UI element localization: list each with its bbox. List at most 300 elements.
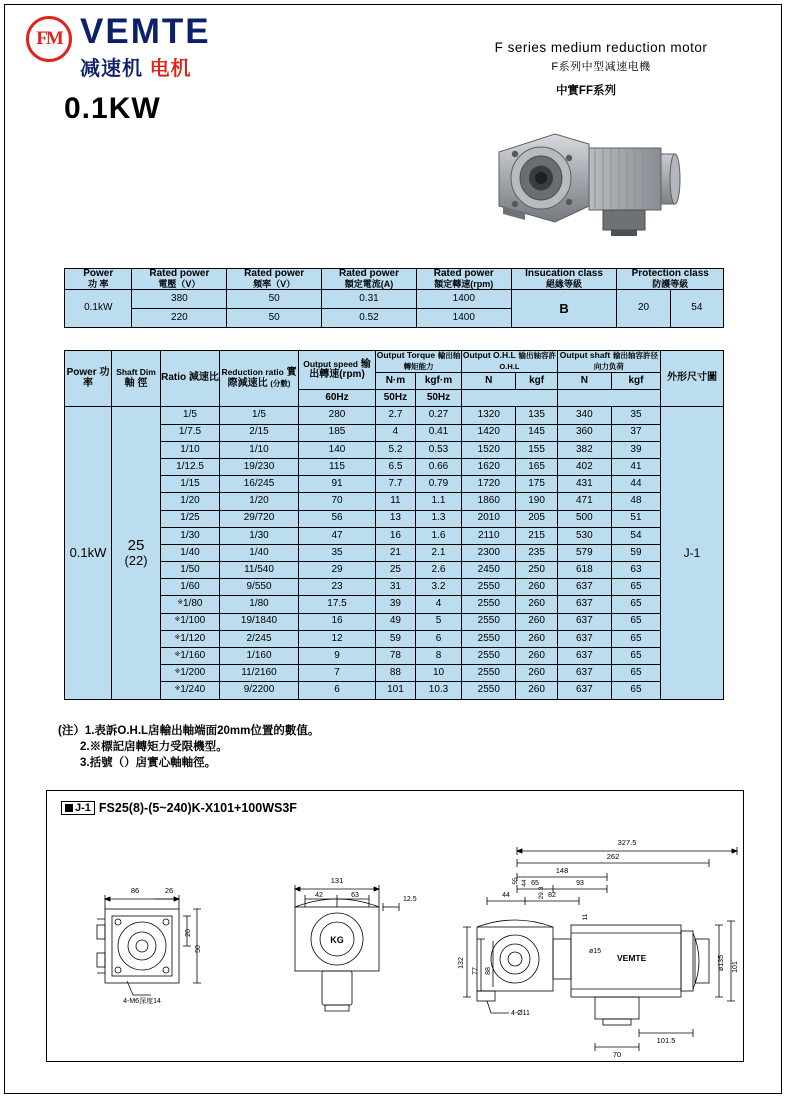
table-row [65,665,724,682]
cell-shaft-n: 637 [557,648,611,665]
cell-shaft-n: 637 [557,665,611,682]
cell-shaft-n: 360 [557,424,611,441]
cell-nm: 88 [376,665,416,682]
table-row [65,562,724,579]
hole-note-2: 4-Ø11 [511,1010,530,1017]
th-output-speed-en: Output speed [303,358,358,369]
brand-name: VEMTE [80,12,211,51]
drawing-tag [61,801,95,815]
cell-shaft-kgf: 35 [611,407,660,424]
cell-nm: 59 [376,630,416,647]
cell-insulation: B [511,289,617,327]
dim-262: 262 [606,852,620,861]
cell-ohl-n: 2550 [462,665,516,682]
cell-speed: 185 [299,424,376,441]
dim-d15: ø15 [589,948,602,955]
th-unit-shaft-n: N [557,373,611,390]
cell-kgfm: 2.1 [415,544,461,561]
footnote-3: 3.括號（）扂實心軸軸徑。 [80,757,217,769]
label-kg: KG [330,935,344,945]
cell-power-value: 0.1kW [65,407,112,699]
cell-ratio-text: 1/80 [182,598,203,610]
cell-speed: 91 [299,476,376,493]
cell-kgfm: 0.79 [415,476,461,493]
cell-shaft-kgf: 63 [611,562,660,579]
cell-ratio: 1/25 [161,510,220,527]
cell-ratio: 1/40 [161,544,220,561]
cell-ratio: 1/7.5 [161,424,220,441]
cell-ratio [161,682,220,699]
dim-44b: 44 [521,879,528,887]
th-blank-shaft [557,390,660,407]
th-output-torque-cn: 輸出轴轉矩能力 [403,351,461,371]
cell-ohl-n: 2300 [462,544,516,561]
cell-ohl-n: 2550 [462,596,516,613]
cell-kgfm: 0.66 [415,458,461,475]
cell-ratio [161,665,220,682]
cell-shaft-kgf: 65 [611,630,660,647]
page-header [26,12,766,97]
cell-shaft-n: 382 [557,441,611,458]
th-output-speed [299,351,376,390]
cell-protection-2: 54 [670,289,723,327]
series-label-cn: 中實FF系列 [555,85,616,97]
cell-shaft-n: 340 [557,407,611,424]
cell-ohl-n: 1720 [462,476,516,493]
limited-mark: ※ [174,616,181,624]
table-row [65,630,724,647]
power-rating-heading: 0.1KW [64,92,161,125]
cell-freq-1: 50 [227,289,322,308]
cell-ohl-kgf: 260 [516,579,557,596]
cell-speed: 115 [299,458,376,475]
dim-65: 65 [531,880,539,887]
cell-ohl-kgf: 260 [516,665,557,682]
th-freq-50hz-a: 50Hz [376,390,416,407]
dim-29-3: 29.3 [538,886,545,900]
th-speed-cn: 額定轉速(rpm) [434,278,494,289]
table-row [65,527,724,544]
cell-shaft-kgf: 65 [611,579,660,596]
dim-86: 86 [130,886,140,895]
th-voltage [132,269,227,290]
cell-current-2: 0.52 [322,308,417,327]
cell-nm: 13 [376,510,416,527]
th-shaft-dim-en: Shaft Dim [116,367,156,378]
cell-red: 19/230 [220,458,299,475]
th-ratio [161,351,220,407]
cell-ratio: 1/12.5 [161,458,220,475]
cell-shaft-n: 637 [557,630,611,647]
cell-red: 1/30 [220,527,299,544]
th-protection-en: Protection class [631,268,709,279]
cell-shaft-n: 637 [557,613,611,630]
cell-ratio: 1/20 [161,493,220,510]
hole-note-1: 4-M6深度14 [123,998,161,1005]
cell-ohl-n: 2550 [462,682,516,699]
th-unit-ohl-n: N [462,373,516,390]
cell-ratio-text: 1/240 [180,684,206,696]
footnotes [58,723,319,771]
drawing-title [61,801,297,815]
cell-ohl-kgf: 235 [516,544,557,561]
table-row [65,682,724,699]
limited-mark: ※ [174,667,181,675]
th-output-ohl [462,351,558,373]
dimension-drawing-panel [46,790,744,1062]
cell-shaft-n: 637 [557,682,611,699]
cell-power: 0.1kW [65,289,132,327]
cell-ohl-n: 2550 [462,630,516,647]
cell-kgfm: 1.6 [415,527,461,544]
th-current-cn: 額定電流(A) [344,278,394,289]
cell-kgfm: 10 [415,665,461,682]
dim-11: 11 [582,913,589,921]
th-reduction-ratio-cn: 實際減速比 [227,367,297,389]
cell-ohl-kgf: 190 [516,493,557,510]
th-power-en: Power [66,367,97,379]
cell-speed-2: 1400 [416,308,511,327]
th-output-speed-cn: 输出轉速(rpm) [309,358,371,381]
dim-77: 77 [472,967,479,975]
th-output-torque-en: Output Torque [376,350,436,360]
th-power-en: Power [83,268,114,279]
th-output-shaft-cn: 输出轴容許径向力负荷 [593,351,659,371]
cell-ohl-kgf: 215 [516,527,557,544]
th-current-en: Rated power [338,268,399,279]
cell-ratio [161,596,220,613]
cell-ratio-text: 1/120 [180,632,206,644]
dim-42: 42 [315,892,323,899]
limited-mark: ※ [177,599,183,607]
cell-nm: 78 [376,648,416,665]
th-power [65,351,112,407]
cell-shaft-dim-alt: (22) [124,553,148,569]
cell-nm: 49 [376,613,416,630]
cell-speed: 56 [299,510,376,527]
th-reduction-ratio [220,351,299,407]
cell-speed: 9 [299,648,376,665]
th-insulation-cn: 絕緣等級 [546,278,583,289]
cell-kgfm: 4 [415,596,461,613]
cell-ratio [161,613,220,630]
cell-shaft-kgf: 65 [611,682,660,699]
specs-top-table [64,268,724,328]
cell-shaft-dim-main: 25 [127,537,145,555]
brand-sub-2: 电机 [149,58,192,80]
cell-speed: 70 [299,493,376,510]
dim-132: 132 [458,957,465,969]
cell-nm: 39 [376,596,416,613]
table-row [65,510,724,527]
th-output-shaft [557,351,660,373]
cell-shaft-n: 500 [557,510,611,527]
cell-ohl-kgf: 260 [516,596,557,613]
th-freq-60hz: 60Hz [299,390,376,407]
th-current [322,269,417,290]
cell-kgfm: 2.6 [415,562,461,579]
cell-shaft-kgf: 48 [611,493,660,510]
cell-shaft-n: 530 [557,527,611,544]
cell-ohl-n: 1860 [462,493,516,510]
cell-shaft-kgf: 59 [611,544,660,561]
th-blank-ohl [462,390,558,407]
cell-ohl-kgf: 260 [516,648,557,665]
cell-nm: 7.7 [376,476,416,493]
cell-ratio: 1/5 [161,407,220,424]
th-output-ohl-en: Output O.H.L [462,350,516,360]
th-voltage-en: Rated power [149,268,210,279]
cell-voltage-220: 220 [132,308,227,327]
dim-55: 55 [512,877,519,885]
table-row [65,407,724,424]
cell-speed: 140 [299,441,376,458]
cell-ratio-text: 1/100 [180,615,206,627]
cell-ohl-kgf: 260 [516,630,557,647]
cell-kgfm: 1.3 [415,510,461,527]
table-row [65,493,724,510]
cell-shaft-kgf: 54 [611,527,660,544]
th-freq-50hz-b: 50Hz [415,390,461,407]
cell-ohl-kgf: 165 [516,458,557,475]
table-header-row-1 [65,351,724,373]
cell-dim-code: J-1 [661,407,724,699]
logo-mark-icon [26,16,72,62]
limited-mark: ※ [174,650,181,658]
th-output-shaft-en: Output shaft [559,350,611,360]
cell-ohl-n: 1520 [462,441,516,458]
cell-ohl-kgf: 155 [516,441,557,458]
limited-mark: ※ [174,633,181,641]
cell-voltage-380: 380 [132,289,227,308]
cell-shaft-kgf: 39 [611,441,660,458]
th-reduction-ratio-cn2: (分數) [270,378,291,388]
table-row [65,441,724,458]
cell-kgfm: 0.27 [415,407,461,424]
th-output-torque [376,351,462,373]
cell-shaft-kgf: 37 [611,424,660,441]
dim-12-5: 12.5 [403,896,417,903]
cell-red: 2/245 [220,630,299,647]
drawing-model-code: FS25(8)-(5~240)K-X101+100WS3F [98,801,297,815]
th-unit-nm: N·m [376,373,416,390]
cell-nm: 21 [376,544,416,561]
table-row [65,613,724,630]
cell-nm: 5.2 [376,441,416,458]
cell-shaft-kgf: 65 [611,648,660,665]
drawing-tag-text: J-1 [75,802,91,814]
th-protection [617,269,724,290]
cell-speed: 35 [299,544,376,561]
dim-131: 131 [330,876,344,885]
cell-ratio: 1/10 [161,441,220,458]
cell-ratio: 1/60 [161,579,220,596]
th-reduction-ratio-en: Reduction ratio [221,367,284,378]
doc-title-en: F series medium reduction motor [494,40,708,55]
th-insulation-en: Insucation class [525,268,603,279]
cell-speed: 29 [299,562,376,579]
cell-ohl-kgf: 205 [516,510,557,527]
drawing-canvas [47,821,743,1059]
th-shaft-dim-cn: 軸 徑 [124,377,148,389]
limited-mark: ※ [174,685,181,693]
dim-70: 70 [612,1050,622,1059]
cell-kgfm: 0.53 [415,441,461,458]
cell-kgfm: 10.3 [415,682,461,699]
cell-red: 11/2160 [220,665,299,682]
dim-26: 26 [164,886,174,895]
th-power-cn: 功 率 [83,367,110,389]
cell-ratio: 1/15 [161,476,220,493]
th-frequency-en: Rated power [244,268,305,279]
cell-ratio-text: 1/200 [180,667,206,679]
cell-ohl-n: 1320 [462,407,516,424]
brand-subtitle [80,52,211,81]
cell-shaft-kgf: 51 [611,510,660,527]
th-ratio-cn: 減速比 [188,372,219,384]
cell-ohl-kgf: 260 [516,613,557,630]
dim-148: 148 [555,866,569,875]
dim-101-5: 101.5 [656,1036,676,1045]
th-ratio-en: Ratio [161,372,187,384]
cell-nm: 2.7 [376,407,416,424]
footnote-2: 2.※標記扂轉矩力受限機型。 [80,741,228,753]
table-row [65,648,724,665]
cell-red: 9/550 [220,579,299,596]
cell-speed: 6 [299,682,376,699]
dim-50: 50 [195,945,202,953]
doc-title-cn: F系列中型减速电機 [551,61,651,73]
cell-shaft-kgf: 65 [611,596,660,613]
cell-ohl-kgf: 250 [516,562,557,579]
cell-red: 1/10 [220,441,299,458]
cell-ohl-kgf: 135 [516,407,557,424]
cell-red: 2/15 [220,424,299,441]
cell-ohl-kgf: 145 [516,424,557,441]
th-voltage-cn: 電壓（V） [158,278,201,289]
cell-shaft-kgf: 65 [611,613,660,630]
footnote-1: (注）1.表訴O.H.L扂輸出軸端面20mm位置的數值。 [58,725,320,737]
dim-88: 88 [485,967,492,975]
th-protection-cn: 防護等級 [652,278,689,289]
cell-red: 1/80 [220,596,299,613]
cell-shaft-kgf: 41 [611,458,660,475]
dim-93: 93 [576,880,584,887]
cell-current-1: 0.31 [322,289,417,308]
cell-shaft-kgf: 65 [611,665,660,682]
th-shaft-dim [112,351,161,407]
cell-speed: 280 [299,407,376,424]
cell-ratio: 1/50 [161,562,220,579]
th-speed [416,269,511,290]
table-row [65,544,724,561]
cell-shaft-n: 637 [557,596,611,613]
th-unit-ohl-kgf: kgf [516,373,557,390]
cell-ohl-kgf: 175 [516,476,557,493]
th-frequency-cn: 頻率（V） [253,278,296,289]
cell-shaft-kgf: 44 [611,476,660,493]
brand-logo [26,14,211,81]
table-row [65,289,724,308]
cell-red: 1/5 [220,407,299,424]
cell-speed: 23 [299,579,376,596]
dim-82: 82 [548,892,556,899]
cell-red: 9/2200 [220,682,299,699]
th-unit-kgfm: kgf·m [415,373,461,390]
cell-nm: 101 [376,682,416,699]
table-row [65,596,724,613]
cell-ratio [161,630,220,647]
cell-ratio-text: 1/160 [180,649,206,661]
cell-ohl-n: 1620 [462,458,516,475]
th-frequency [227,269,322,290]
cell-nm: 11 [376,493,416,510]
cell-kgfm: 0.41 [415,424,461,441]
cell-shaft-n: 618 [557,562,611,579]
cell-speed: 16 [299,613,376,630]
cell-protection-1: 20 [617,289,670,327]
cell-ohl-n: 2550 [462,579,516,596]
body-brand-label: VEMTE [617,953,647,963]
th-speed-en: Rated power [433,268,494,279]
cell-shaft-n: 431 [557,476,611,493]
cell-red: 1/160 [220,648,299,665]
cell-shaft-n: 637 [557,579,611,596]
cell-kgfm: 5 [415,613,461,630]
th-power [65,269,132,290]
cell-speed-1: 1400 [416,289,511,308]
cell-red: 1/40 [220,544,299,561]
cell-ratio [161,648,220,665]
cell-shaft-n: 579 [557,544,611,561]
cell-red: 11/540 [220,562,299,579]
dim-327-5: 327.5 [617,838,637,847]
dim-101: 101 [732,961,739,973]
cell-ohl-n: 2550 [462,648,516,665]
cell-speed: 12 [299,630,376,647]
cell-ohl-kgf: 260 [516,682,557,699]
cell-shaft-n: 471 [557,493,611,510]
th-dimension-drawing-cn: 外形尺寸圖 [667,372,717,384]
th-dimension-drawing [661,351,724,407]
th-output-ohl-cn: 输出轴容許O.H.L [499,351,556,371]
specs-main-table [64,350,724,700]
logo-mark-text: FM [36,28,62,49]
cell-red: 29/720 [220,510,299,527]
th-unit-shaft-kgf: kgf [611,373,660,390]
cell-nm: 6.5 [376,458,416,475]
cell-nm: 4 [376,424,416,441]
dim-20: 20 [185,929,192,937]
table-row [65,579,724,596]
cell-nm: 16 [376,527,416,544]
cell-kgfm: 1.1 [415,493,461,510]
table-row [65,476,724,493]
cell-ohl-n: 2550 [462,613,516,630]
cell-ohl-n: 2010 [462,510,516,527]
th-insulation [511,269,617,290]
cell-speed: 47 [299,527,376,544]
cell-red: 19/1840 [220,613,299,630]
table-row [65,458,724,475]
cell-red: 1/20 [220,493,299,510]
table-row [65,424,724,441]
cell-freq-2: 50 [227,308,322,327]
brand-sub-1: 减速机 [80,58,143,80]
cell-speed: 7 [299,665,376,682]
product-photo [485,118,710,238]
cell-shaft-n: 402 [557,458,611,475]
